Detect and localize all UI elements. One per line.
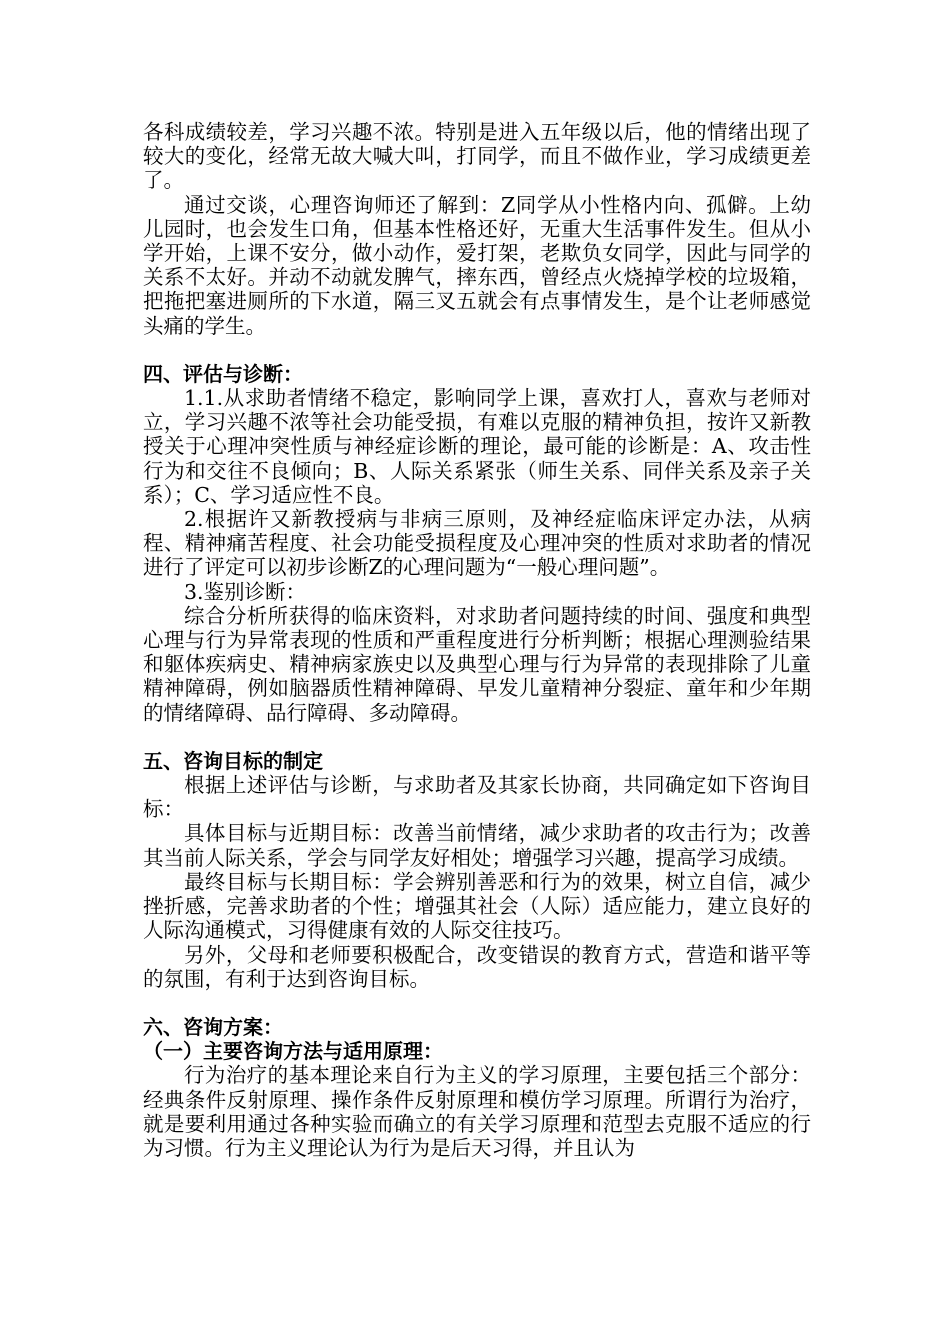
paragraph: 最终目标与长期目标：学会辨别善恶和行为的效果，树立自信，减少挫折感，完善求助者的个性；增强其社会（人际）适应能力，建立良好的人际沟通模式，习得健康有效的人际交往技巧。 [143,869,811,943]
section-heading-assessment: 四、评估与诊断： [143,361,303,386]
section-heading-plan: 六、咨询方案： [143,1014,283,1039]
paragraph: 具体目标与近期目标：改善当前情绪，减少求助者的攻击行为；改善其当前人际关系，学会与同学友好相处；增强学习兴趣，提高学习成绩。 [143,821,811,870]
paragraph: 另外，父母和老师要积极配合，改变错误的教育方式，营造和谐平等的氛围，有利于达到咨询目标。 [143,942,811,991]
spacer [143,991,811,1015]
paragraph: 通过交谈，心理咨询师还了解到：Z同学从小性格内向、孤僻。上幼儿园时，也会发生口角，但基本性格还好，无重大生活事件发生。但从小学开始，上课不安分，做小动作，爱打架，老欺负女同学，因此与同学的关系不太好。并动不动就发脾气，摔东西，曾经点火烧掉学校的垃圾箱，把拖把塞进厕所的下水道，隔三叉五就会有点事情发生，是个让老师感觉头痛的学生。 [143,192,811,338]
document-page [143,120,811,1160]
paragraph: 根据上述评估与诊断，与求助者及其家长协商，共同确定如下咨询目标： [143,773,811,822]
spacer [143,725,811,749]
paragraph: 2.根据许又新教授病与非病三原则，及神经症临床评定办法，从病程、精神痛苦程度、社会功能受损程度及心理冲突的性质对求助者的情况进行了评定可以初步诊断Z的心理问题为“一般心理问题”。 [143,507,811,580]
section-heading-goals: 五、咨询目标的制定 [143,748,323,773]
subsection-heading-methods: （一）主要咨询方法与适用原理： [143,1039,443,1064]
paragraph: 综合分析所获得的临床资料，对求助者问题持续的时间、强度和典型心理与行为异常表现的性质和严重程度进行分析判断；根据心理测验结果和躯体疾病史、精神病家族史以及典型心理与行为异常的表现排除了儿童精神障碍，例如脑器质性精神障碍、早发儿童精神分裂症、童年和少年期的情绪障碍、品行障碍、多动障碍。 [143,603,811,725]
paragraph: 各科成绩较差，学习兴趣不浓。特别是进入五年级以后，他的情绪出现了较大的变化，经常无故大喊大叫，打同学，而且不做作业，学习成绩更差了。 [143,120,811,193]
spacer [143,338,811,362]
paragraph: 3.鉴别诊断： [184,579,307,604]
paragraph: 1.1.从求助者情绪不稳定，影响同学上课，喜欢打人，喜欢与老师对立，学习兴趣不浓等社会功能受损，有难以克服的精神负担，按许又新教授关于心理冲突性质与神经症诊断的理论，最可能的诊断是：A、攻击性行为和交往不良倾向；B、人际关系紧张（师生关系、同伴关系及亲子关系）；C、学习适应性不良。 [143,386,811,507]
paragraph: 行为治疗的基本理论来自行为主义的学习原理，主要包括三个部分：经典条件反射原理、操作条件反射原理和模仿学习原理。所谓行为治疗，就是要利用通过各种实验而确立的有关学习原理和范型去克服不适应的行为习惯。行为主义理论认为行为是后天习得，并且认为 [143,1063,811,1160]
